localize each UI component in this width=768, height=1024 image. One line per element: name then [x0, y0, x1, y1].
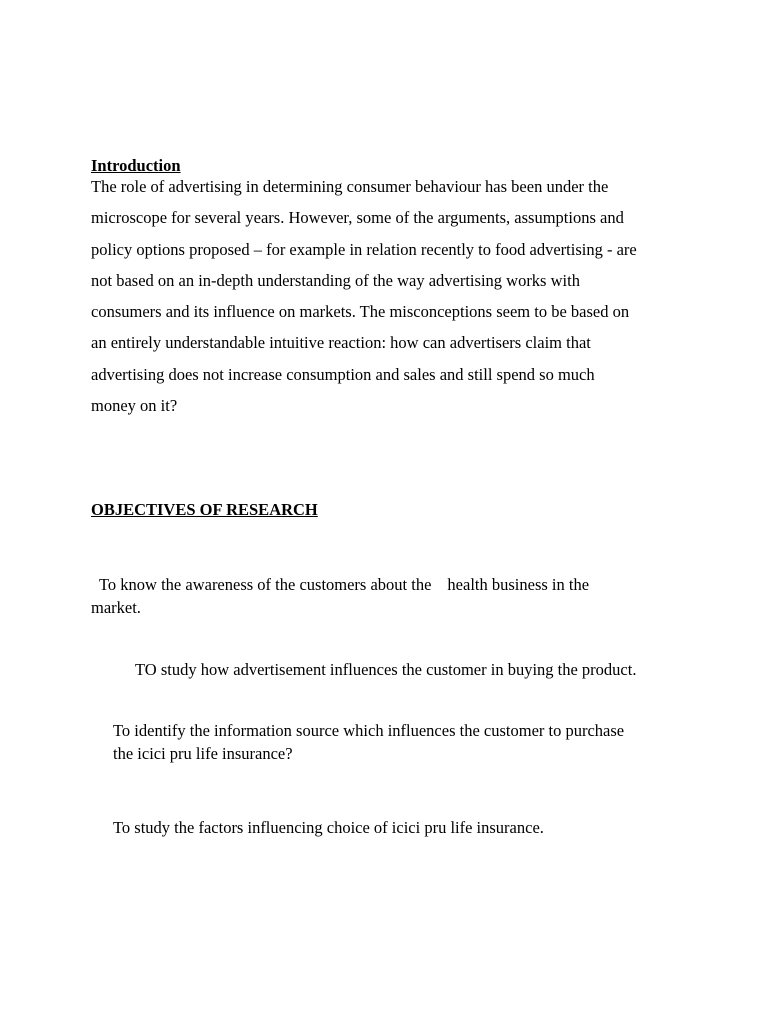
objectives-heading: OBJECTIVES OF RESEARCH [91, 500, 318, 519]
introduction-line: consumers and its influence on markets. The misconceptions seem to be based on [91, 302, 630, 322]
objective-awareness-part1: To know the awareness of the customers about the [99, 575, 432, 594]
objective-information-source [113, 719, 624, 765]
introduction-line: an entirely understandable intuitive reaction: how can advertisers claim that [91, 333, 591, 353]
introduction-heading: Introduction [91, 156, 181, 175]
introduction-line: policy options proposed – for example in relation recently to food advertising - are [91, 239, 637, 259]
objective-advertisement-influence: TO study how advertisement influences the customer in buying the product. [135, 660, 637, 679]
objective-information-source-line2: the icici pru life insurance? [113, 744, 293, 763]
introduction-line: not based on an in-depth understanding of the way advertising works with [91, 270, 580, 290]
introduction-line: The role of advertising in determining consumer behaviour has been under the [91, 177, 609, 196]
introduction-line: microscope for several years. However, some of the arguments, assumptions and [91, 208, 624, 228]
objective-awareness-line2: market. [91, 598, 141, 617]
introduction-line: advertising does not increase consumption and sales and still spend so much [91, 364, 595, 384]
objective-awareness-part2: health business in the [447, 575, 590, 594]
introduction-line: money on it? [91, 396, 178, 416]
objective-awareness [91, 573, 589, 619]
objective-information-source-line1: To identify the information source which influences the customer to purchase [113, 721, 625, 740]
objective-factors: To study the factors influencing choice of icici pru life insurance. [113, 818, 544, 837]
introduction-paragraph [91, 177, 637, 427]
